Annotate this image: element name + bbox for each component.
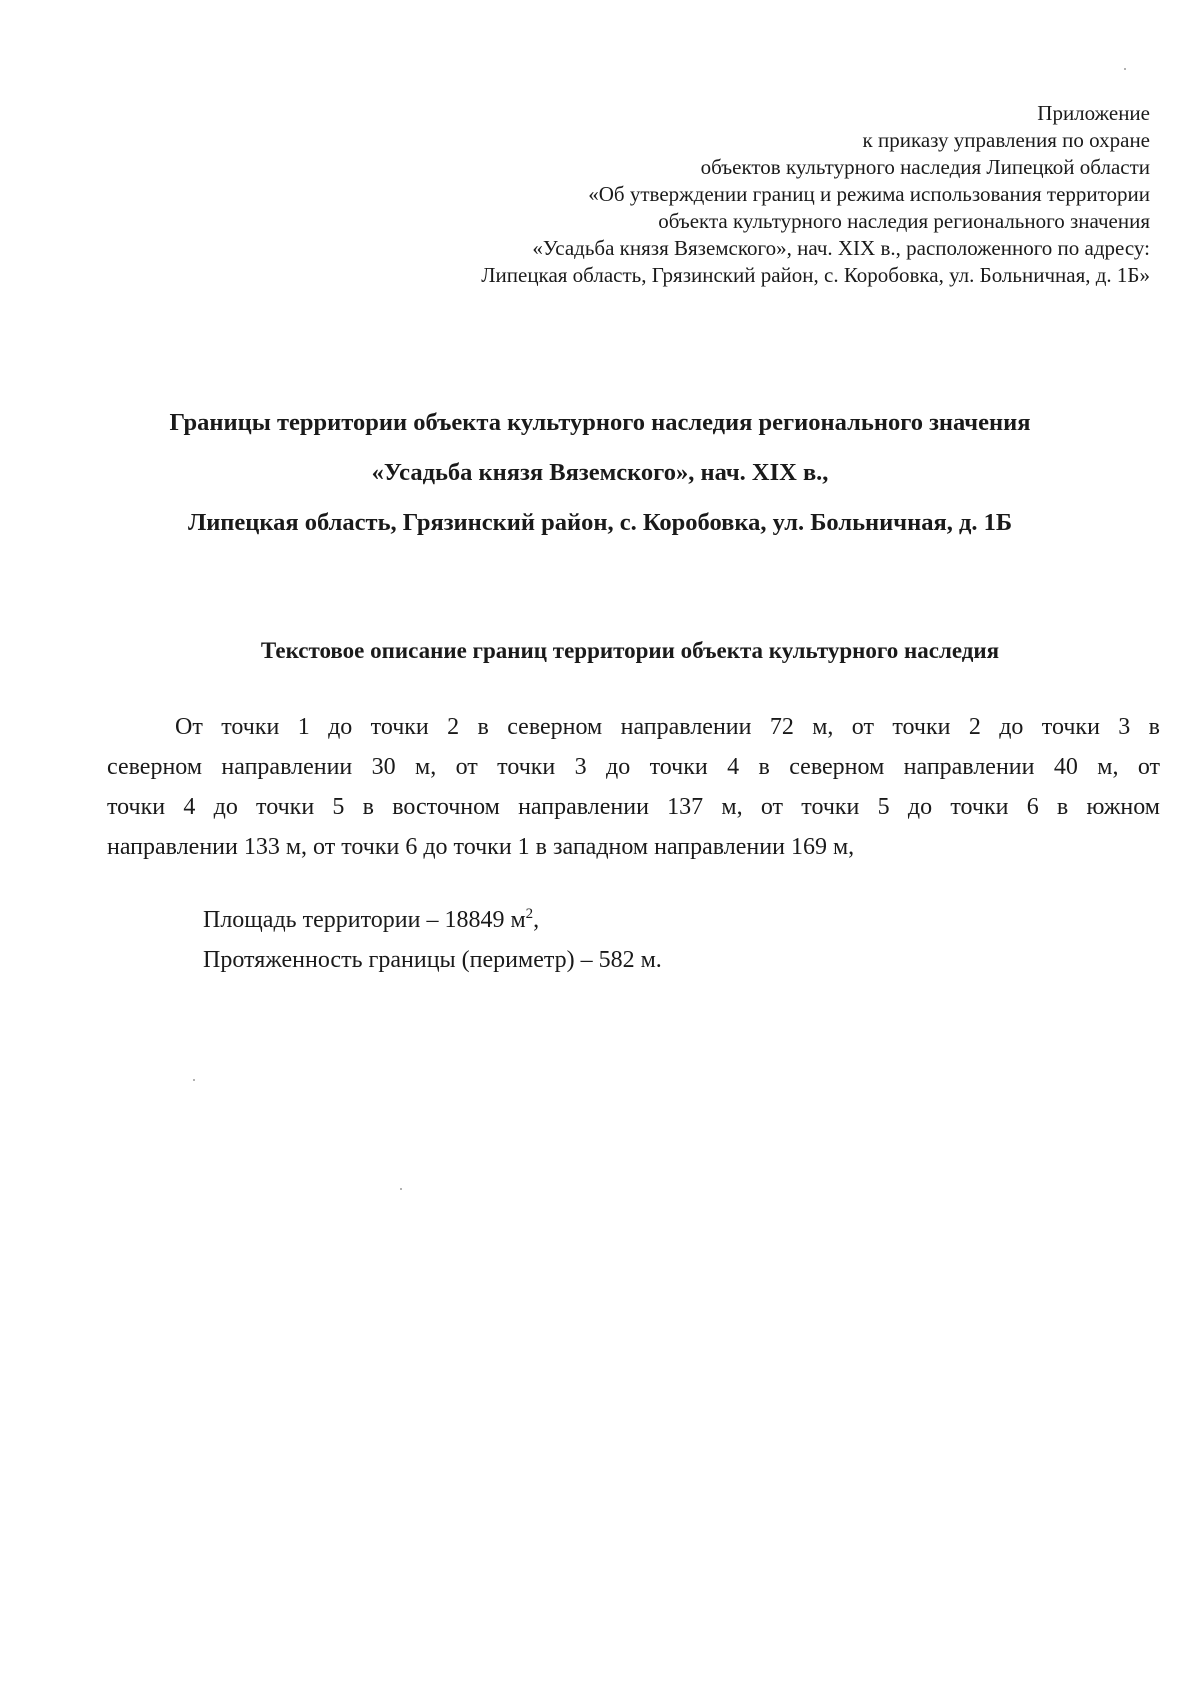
appendix-line: «Об утверждении границ и режима использования территории bbox=[588, 182, 1150, 206]
perimeter-line: Протяженность границы (периметр) – 582 м. bbox=[203, 947, 662, 973]
appendix-line: Липецкая область, Грязинский район, с. Коробовка, ул. Больничная, д. 1Б» bbox=[481, 263, 1150, 287]
appendix-line: «Усадьба князя Вяземского», нач. XIX в., расположенного по адресу: bbox=[532, 236, 1150, 260]
document-title bbox=[0, 398, 1200, 548]
description-line: точки 4 до точки 5 в восточном направлении 137 м, от точки 5 до точки 6 в южном bbox=[107, 794, 1160, 820]
appendix-line: объекта культурного наследия регионального значения bbox=[658, 209, 1150, 233]
area-text: Площадь территории – 18849 м bbox=[203, 907, 526, 933]
appendix-line: к приказу управления по охране bbox=[862, 128, 1150, 152]
title-line: «Усадьба князя Вяземского», нач. XIX в., bbox=[371, 459, 829, 486]
scan-speck bbox=[1124, 68, 1126, 70]
description-line: От точки 1 до точки 2 в северном направлении 72 м, от точки 2 до точки 3 в bbox=[175, 714, 1160, 740]
description-line: северном направлении 30 м, от точки 3 до точки 4 в северном направлении 40 м, от bbox=[107, 754, 1160, 780]
title-line: Липецкая область, Грязинский район, с. Коробовка, ул. Больничная, д. 1Б bbox=[187, 509, 1013, 536]
description-line: направлении 133 м, от точки 6 до точки 1 в западном направлении 169 м, bbox=[107, 834, 855, 860]
scan-speck bbox=[400, 1188, 402, 1190]
area-line bbox=[203, 894, 662, 940]
appendix-line: объектов культурного наследия Липецкой области bbox=[700, 155, 1150, 179]
appendix-header bbox=[250, 100, 1150, 289]
section-heading: Текстовое описание границ территории объекта культурного наследия bbox=[260, 638, 1000, 663]
appendix-line: Приложение bbox=[1037, 101, 1150, 125]
title-line: Границы территории объекта культурного наследия регионального значения bbox=[169, 409, 1031, 436]
scan-speck bbox=[193, 1079, 195, 1081]
territory-summary bbox=[203, 894, 662, 980]
area-suffix: , bbox=[533, 907, 540, 933]
area-unit-superscript: 2 bbox=[525, 906, 534, 922]
boundary-description bbox=[107, 707, 1160, 867]
